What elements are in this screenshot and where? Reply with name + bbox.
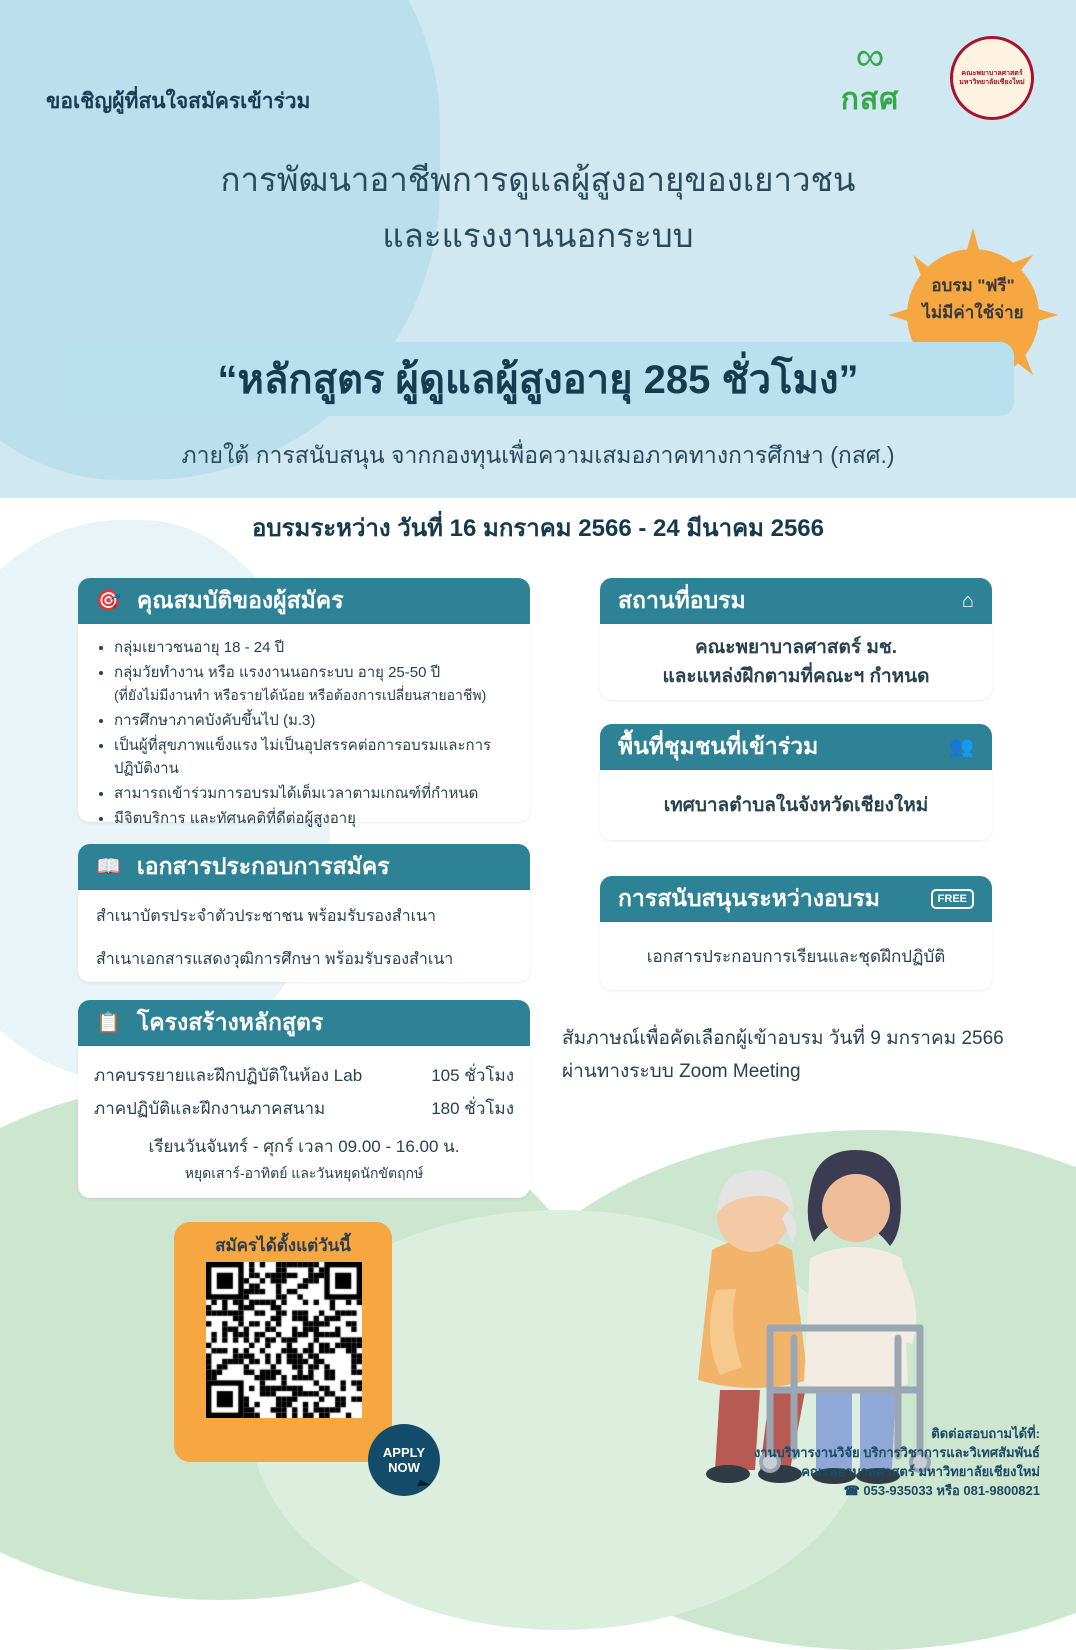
headline-line-1: การพัฒนาอาชีพการดูแลผู้สูงอายุของเยาวชน [220, 161, 856, 198]
place-card-body [600, 624, 992, 700]
structure-row-0-value: 105 ชั่วโมง [431, 1066, 514, 1085]
structure-note-line-2: หยุดเสาร์-อาทิตย์ และวันหยุดนักขัตฤกษ์ [184, 1165, 424, 1181]
qualification-item-2-main: กลุ่มวัยทำงาน หรือ แรงงานนอกระบบ อายุ 25-50 ปี [114, 664, 441, 681]
free-badge-line-2: ไม่มีค่าใช้จ่าย [922, 303, 1024, 322]
contact-block [754, 1424, 1040, 1500]
qualification-card-body [78, 624, 530, 827]
home-icon: ⌂ [961, 590, 974, 612]
support-value: เอกสารประกอบการเรียนและชุดฝึกปฏิบัติ [646, 946, 946, 966]
cmu-nursing-logo-label: คณะพยาบาลศาสตร์ มหาวิทยาลัยเชียงใหม่ [959, 70, 1025, 86]
list-item: • การศึกษาภาคบังคับขึ้นไป (ม.3) [114, 709, 514, 732]
qualification-card-header [78, 578, 530, 624]
documents-card-header [78, 844, 530, 890]
structure-row-0-label: ภาคบรรยายและฝึกปฏิบัติในห้อง Lab [94, 1066, 363, 1085]
target-icon: 🎯 [96, 590, 121, 612]
free-badge-text [880, 272, 1066, 326]
area-title: พื้นที่ชุมชนที่เข้าร่วม [618, 733, 819, 759]
support-card-body [600, 922, 992, 990]
list-item: • กลุ่มเยาวชนอายุ 18 - 24 ปี [114, 636, 514, 659]
qualification-title: คุณสมบัติของผู้สมัคร [136, 587, 344, 613]
kasas-logo-label: กสศ [840, 83, 900, 116]
place-value [663, 633, 930, 691]
contact-phone-number: 053-935033 หรือ 081-9800821 [863, 1483, 1040, 1498]
free-badge-line-1: อบรม "ฟรี" [931, 276, 1015, 295]
qualification-item-2-sub: (ที่ยังไม่มีงานทำ หรือรายได้น้อย หรือต้องการเปลี่ยนสายอาชีพ) [114, 687, 487, 703]
documents-card-body [78, 890, 530, 982]
course-title: “หลักสูตร ผู้ดูแลผู้สูงอายุ 285 ชั่วโมง” [62, 342, 1014, 416]
apply-now-label [383, 1445, 425, 1475]
apply-now-line-1: APPLY [382, 1445, 426, 1460]
support-title: การสนับสนุนระหว่างอบรม [618, 885, 880, 911]
table-row [94, 1062, 514, 1089]
structure-card-body [78, 1046, 530, 1198]
apply-now-line-2: NOW [388, 1460, 420, 1475]
interview-line-1: สัมภาษณ์เพื่อคัดเลือกผู้เข้าอบรม วันที่ 9 มกราคม 2566 [562, 1028, 1004, 1049]
contact-line-3: คณะพยาบาลศาสตร์ มหาวิทยาลัยเชียงใหม่ [801, 1464, 1040, 1479]
structure-note-line-1: เรียนวันจันทร์ - ศุกร์ เวลา 09.00 - 16.00 น. [148, 1137, 460, 1156]
training-date-range: อบรมระหว่าง วันที่ 16 มกราคม 2566 - 24 มีนาคม 2566 [251, 515, 824, 542]
book-icon: 📖 [96, 856, 121, 878]
structure-title: โครงสร้างหลักสูตร [136, 1009, 324, 1035]
structure-card-header [78, 1000, 530, 1046]
qr-code[interactable] [206, 1262, 362, 1418]
apply-label: สมัครได้ตั้งแต่วันนี้ [215, 1236, 351, 1255]
area-card-header [600, 724, 992, 770]
structure-row-1-label: ภาคปฏิบัติและฝึกงานภาคสนาม [94, 1099, 326, 1118]
list-item: • สามารถเข้าร่วมการอบรมได้เต็มเวลาตามเกณฑ์ที่กำหนด [114, 782, 514, 805]
people-icon: 👥 [949, 736, 974, 758]
place-title: สถานที่อบรม [618, 587, 746, 613]
leaf-icon: ∞ [855, 35, 885, 79]
kasas-logo [818, 35, 922, 130]
structure-row-1-value: 180 ชั่วโมง [431, 1099, 514, 1118]
list-item: สำเนาบัตรประจำตัวประชาชน พร้อมรับรองสำเนา [96, 908, 436, 925]
invite-text: ขอเชิญผู้ที่สนใจสมัครเข้าร่วม [46, 90, 311, 113]
place-card-header [600, 578, 992, 624]
contact-line-1: ติดต่อสอบถามได้ที่: [931, 1426, 1040, 1441]
documents-title: เอกสารประกอบการสมัคร [136, 853, 390, 879]
area-card-body [600, 770, 992, 840]
cmu-nursing-logo [950, 36, 1034, 120]
list-item: • มีจิตบริการ และทัศนคติที่ดีต่อผู้สูงอายุ [114, 807, 514, 830]
free-badge-icon: FREE [931, 889, 974, 909]
course-subtitle: ภายใต้ การสนับสนุน จากกองทุนเพื่อความเสมอภาคทางการศึกษา (กสศ.) [181, 442, 895, 468]
list-item: สำเนาเอกสารแสดงวุฒิการศึกษา พร้อมรับรองสำเนา [96, 951, 454, 968]
area-value: เทศบาลตำบลในจังหวัดเชียงใหม่ [663, 795, 929, 816]
table-row [94, 1095, 514, 1122]
contact-line-2: งานบริหารงานวิจัย บริการวิชาการและวิเทศสัมพันธ์ [753, 1445, 1040, 1460]
list-item: • เป็นผู้ที่สุขภาพแข็งแรง ไม่เป็นอุปสรรคต่อการอบรมและการปฏิบัติงาน [114, 734, 514, 780]
interview-note [562, 1022, 1042, 1088]
place-line-2: และแหล่งฝึกตามที่คณะฯ กำหนด [662, 666, 930, 687]
qualification-list [88, 636, 514, 830]
place-line-1: คณะพยาบาลศาสตร์ มช. [694, 637, 898, 658]
headline-line-2: และแรงงานนอกระบบ [382, 217, 694, 254]
structure-note [94, 1134, 514, 1186]
list-icon: 📋 [96, 1012, 121, 1034]
list-item [114, 661, 514, 707]
support-card-header [600, 876, 992, 922]
contact-phone: ☎ 053-935033 หรือ 081-9800821 [843, 1483, 1040, 1498]
interview-line-2: ผ่านทางระบบ Zoom Meeting [562, 1061, 801, 1082]
